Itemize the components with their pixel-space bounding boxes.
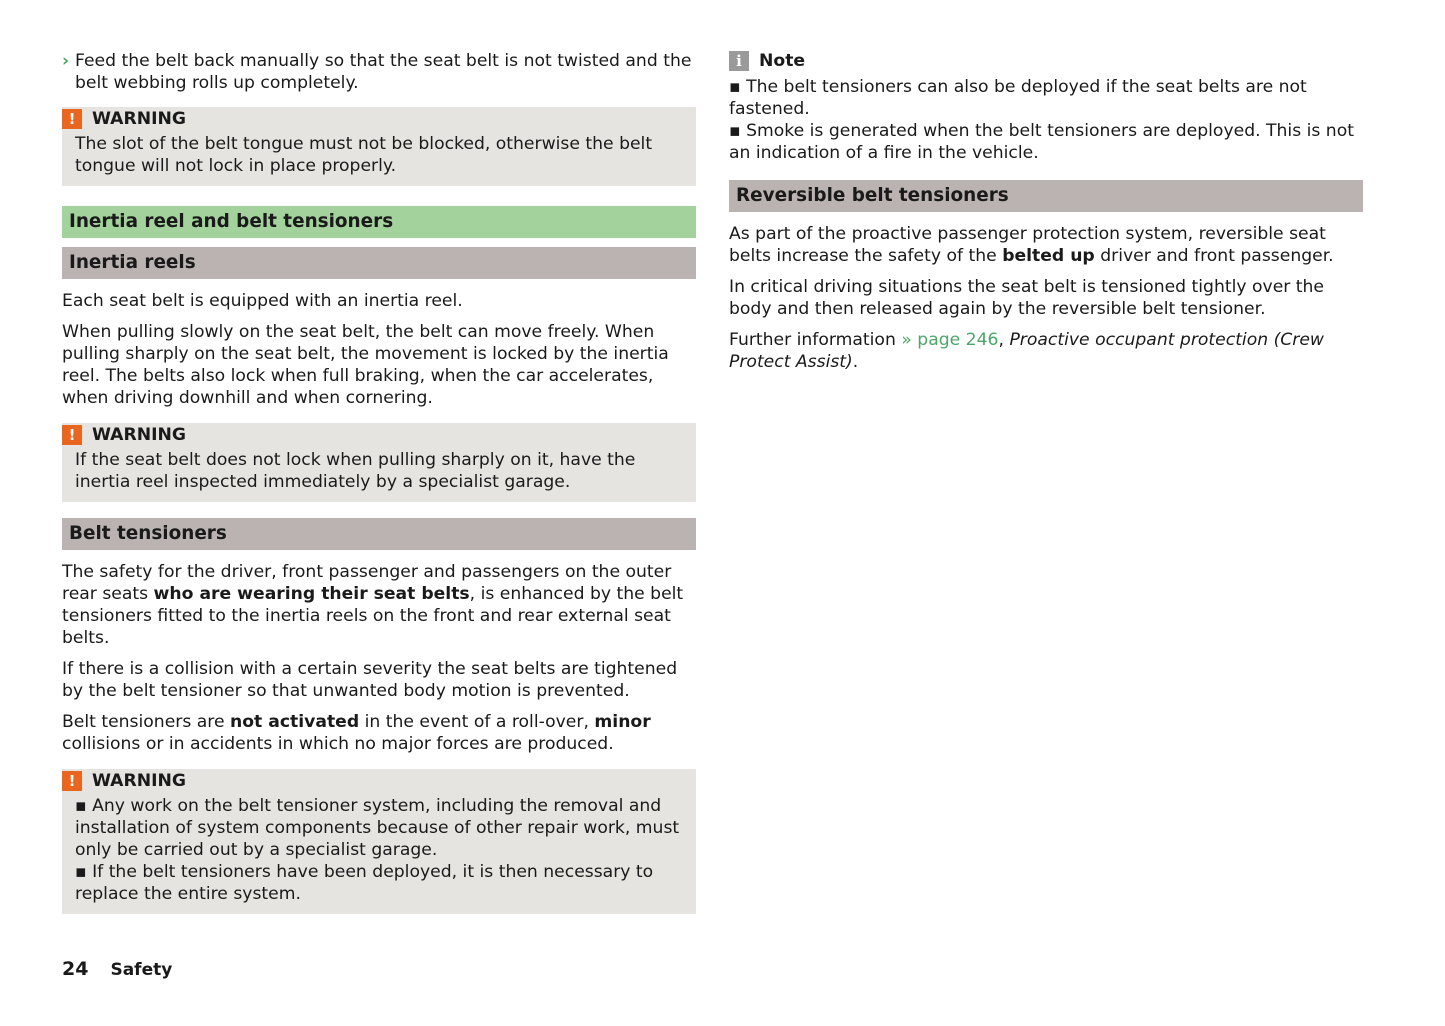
info-icon: i: [729, 51, 749, 71]
paragraph: When pulling slowly on the seat belt, the belt can move freely. When pulling sharply on the seat belt, the movement is locked by the inertia reel. The belts also lock when full braking, when the car accelerates, when driving downhill and when cornering.: [62, 322, 669, 408]
warning-text: The slot of the belt tongue must not be blocked, otherwise the belt tongue will not lock in place properly.: [75, 134, 653, 176]
bold-text: not activated: [230, 712, 360, 732]
left-column: [62, 50, 696, 934]
paragraph: If there is a collision with a certain severity the seat belts are tightened by the belt tensioner so that unwanted body motion is prevented.: [62, 659, 678, 701]
warning-title: WARNING: [92, 425, 186, 445]
section-title-inertia-tensioners: Inertia reel and belt tensioners: [62, 206, 696, 238]
warning-box-inertia-reel: [62, 423, 696, 502]
text-run: The safety for the driver, front passenger and passengers on the outer rear seats: [62, 562, 672, 604]
paragraph: [62, 561, 696, 649]
heading-belt-tensioners: Belt tensioners: [62, 518, 696, 550]
warning-header: [62, 108, 684, 130]
paragraph: Each seat belt is equipped with an inertia reel.: [62, 291, 463, 311]
step-arrow-icon: ›: [62, 51, 70, 71]
note-list-item: ▪ The belt tensioners can also be deployed if the seat belts are not fastened.: [729, 77, 1307, 119]
bold-text: belted up: [1002, 246, 1095, 266]
page-footer: [62, 958, 172, 981]
step-text: Feed the belt back manually so that the seat belt is not twisted and the belt webbing rolls up completely.: [75, 51, 692, 93]
text-run: As part of the proactive passenger protection system, reversible seat belts increase the safety of the: [729, 224, 1326, 266]
warning-list-item: ▪ If the belt tensioners have been deployed, it is then necessary to replace the entire system.: [75, 862, 654, 904]
right-column: [729, 50, 1363, 382]
warning-title: WARNING: [92, 771, 186, 791]
warning-icon: !: [62, 771, 82, 791]
italic-text: Proactive occupant protection (Crew Protect Assist): [729, 330, 1324, 372]
warning-list-item: ▪ Any work on the belt tensioner system, including the removal and installation of system components because of other repair work, must only be carried out by a specialist garage.: [75, 796, 680, 860]
note-box: [729, 50, 1363, 164]
note-list-item: ▪ Smoke is generated when the belt tensioners are deployed. This is not an indication of a fire in the vehicle.: [729, 121, 1354, 163]
paragraph: [729, 223, 1363, 267]
text-run: .: [852, 352, 859, 372]
note-header: [729, 50, 1363, 72]
heading-inertia-reels: Inertia reels: [62, 247, 696, 279]
paragraph: [729, 329, 1363, 373]
text-run: driver and front passenger.: [1094, 246, 1334, 266]
warning-header: [62, 770, 684, 792]
note-title: Note: [759, 51, 806, 71]
text-run: collisions or in accidents in which no major forces are produced.: [62, 734, 614, 754]
text-run: , is enhanced by the belt tensioners fitted to the inertia reels on the front and rear external seat belts.: [62, 584, 684, 648]
page-number: 24: [62, 958, 89, 980]
warning-box-belt-tongue: [62, 107, 696, 186]
warning-header: [62, 424, 684, 446]
bold-text: minor: [594, 712, 651, 732]
warning-icon: !: [62, 425, 82, 445]
page-reference-link[interactable]: » page 246: [901, 330, 999, 350]
footer-section-title: Safety: [110, 960, 173, 980]
text-run: ,: [998, 330, 1010, 350]
text-run: Further information: [729, 330, 902, 350]
paragraph: In critical driving situations the seat belt is tensioned tightly over the body and then released again by the reversible belt tensioner.: [729, 277, 1324, 319]
heading-reversible-tensioners: Reversible belt tensioners: [729, 180, 1363, 212]
instruction-step: [62, 50, 696, 94]
warning-box-tensioner-system: [62, 769, 696, 914]
warning-text: If the seat belt does not lock when pulling sharply on it, have the inertia reel inspected immediately by a specialist garage.: [75, 450, 636, 492]
bold-text: who are wearing their seat belts: [153, 584, 470, 604]
text-run: in the event of a roll-over,: [359, 712, 595, 732]
paragraph: [62, 711, 696, 755]
warning-icon: !: [62, 109, 82, 129]
text-run: Belt tensioners are: [62, 712, 231, 732]
warning-title: WARNING: [92, 109, 186, 129]
